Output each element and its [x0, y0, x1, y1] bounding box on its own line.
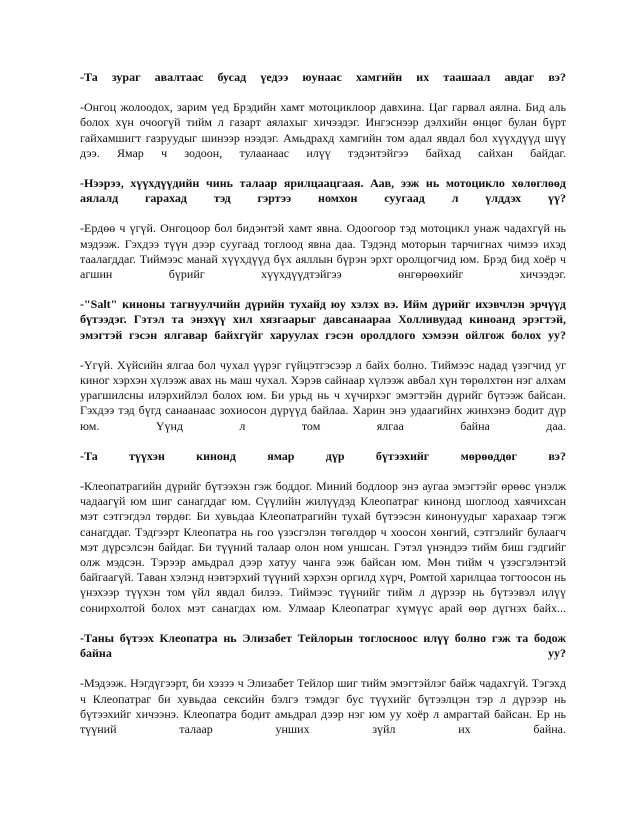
question-4: -Та түүхэн кинонд ямар дүр бүтээхийг мөрөөддөг вэ? [80, 448, 566, 463]
question-3: -"Salt" киноны тагнуулчийн дүрийн тухайд юу хэлэх вэ. Ийм дүрийг ихэвчлэн эрчүүд бүтээдэг. Гэтэл та энэхүү хил хязгаарыг давсанаараа Холливудад киноанд эрэгтэй, эмэгтэй гэсэн ялгавар байхгүйг харуулах гэсэн оролдлого хэмээн ойлгож болох уу? [80, 297, 566, 342]
question-1: -Та зураг авалтаас бусад үедээ юунаас хамгийн их таашаал авдаг вэ? [80, 70, 566, 84]
answer-1: -Онгоц жолоодох, зарим үед Брэдийн хамт мотоциклоор давхина. Цаг гарвал аялна. Бид аль болох хүн очоогүй тийм л газарт аялахыг хичээдэг. Ингэснээр дэлхийн өнцөг булан бүрт гайхамшигт газруудыг шинээр нээдэг. Амьдрахд хамгийн том адал явдал бол хүүхдүүд шүү дээ. Ямар ч зодоон, тулаанаас илүү тэдэнтэйгээ байхад сайхан байдаг. [80, 100, 566, 160]
question-5: -Таны бүтээх Клеопатра нь Элизабет Тейлорын тоглосноос илүү болно гэж та бодож байна уу? [80, 630, 566, 661]
answer-2: -Ердөө ч үгүй. Онгоцоор бол бидэнтэй хамт явна. Одоогоор тэд мотоцикл унаж чадахгүй нь мэдээж. Гэхдээ түүн дээр суугаад тоглоод явна даа. Тэдэнд моторын тарчигнах чимээ ихэд таалагддаг. Тиймээс манай хүүхдүүд бүх аяллын бүрэн эрхт оролцогчид юм. Брэд бид хоёр ч агшин бүрийг хүүхдүүдтэйгээ өнгөрөөхийг хичээдэг. [80, 221, 566, 282]
answer-5: -Мэдээж. Нэгдүгээрт, би хэзээ ч Элизабет Тейлор шиг тийм эмэгтэйлэг байж чадахгүй. Тэгэхд ч Клеопатраг би хувьдаа сексийн бэлгэ тэмдэг бус түүхийг бүтээлцэн тэр л дүрээр нь бүтээхийг хичээнэ. Клеопатра бодит амьдрал дээр нэг юм уу хоёр л амрагтай байсан. Ер нь түүний талаар унших зүйл их байна. [80, 676, 566, 736]
question-2: -Нээрээ, хүүхдүүдийн чинь талаар ярилцаацгаая. Аав, ээж нь мотоцикло хөлөглөөд аялалд гарахад тэд гэртээ номхон суугаад л үлддэх үү? [80, 176, 566, 206]
interview-body [80, 70, 566, 752]
answer-3: -Үгүй. Хүйсийн ялгаа бол чухал үүрэг гүйцэтгэсээр л байх болно. Тиймээс надад үзэгчид уг киног хэрхэн хүлээж авах нь маш чухал. Хэрэв сайнаар хүлээж авбал хүн төрөлхтөн нэг алхам урагшилсны илэрхийлэл болох юм. Би урьд нь ч хүчирхэг эмэгтэйн дүрийг бүтээж байсан. Гэхдээ тэд бүгд санаанааc зохиосон дүрүүд байлаа. Харин энэ удаагийнх жинхэнэ бодит дүр юм. Үүнд л том ялгаа байна даа. [80, 357, 566, 433]
answer-4: -Клеопатрагийн дүрийг бүтээхэн гэж боддог. Миний бодлоор энэ аугаа эмэгтэйг өрөөс үнэлж чадаагүй юм шиг санагддаг юм. Сүүлийн жилүүдэд Клеопатраг кинонд шоглоод хаячихсан мэт сэтгэгдэл төрдөг. Би хувьдаа Клеопатрагийн тухай бүтээсэн кинонуудыг харахаар тэгж санагддаг. Тэдгээрт Клеопатра нь гоо үзэсгэлэн төгөлдөр ч хоосон хөнгий, сэтгэлийг булаагч мэт дүрсэлсэн байдаг. Би түүний талаар олон ном уншсан. Гэтэл үнэндээ тийм биш гэдгийг олж мэдсэн. Тэрээр амьдрал дээр хатуу чанга ээж байсан юм. Мөн тийм ч үзэсгэлэнтэй байгаагүй. Таван хэлэнд нэвтэрхий түүний хэрхэн оргилд хүрч, Ромтой харилцаа тогтоосон нь үнэхээр түүхэн том үйл явдал билээ. Тиймээс түүнийг тийм л дүрээр нь бүтээвэл илүү сонирхолтой болох мэт санагдах юм. Улмаар Клеопатраг хүмүүс арай өөр дүгнэх байх... [80, 479, 566, 615]
